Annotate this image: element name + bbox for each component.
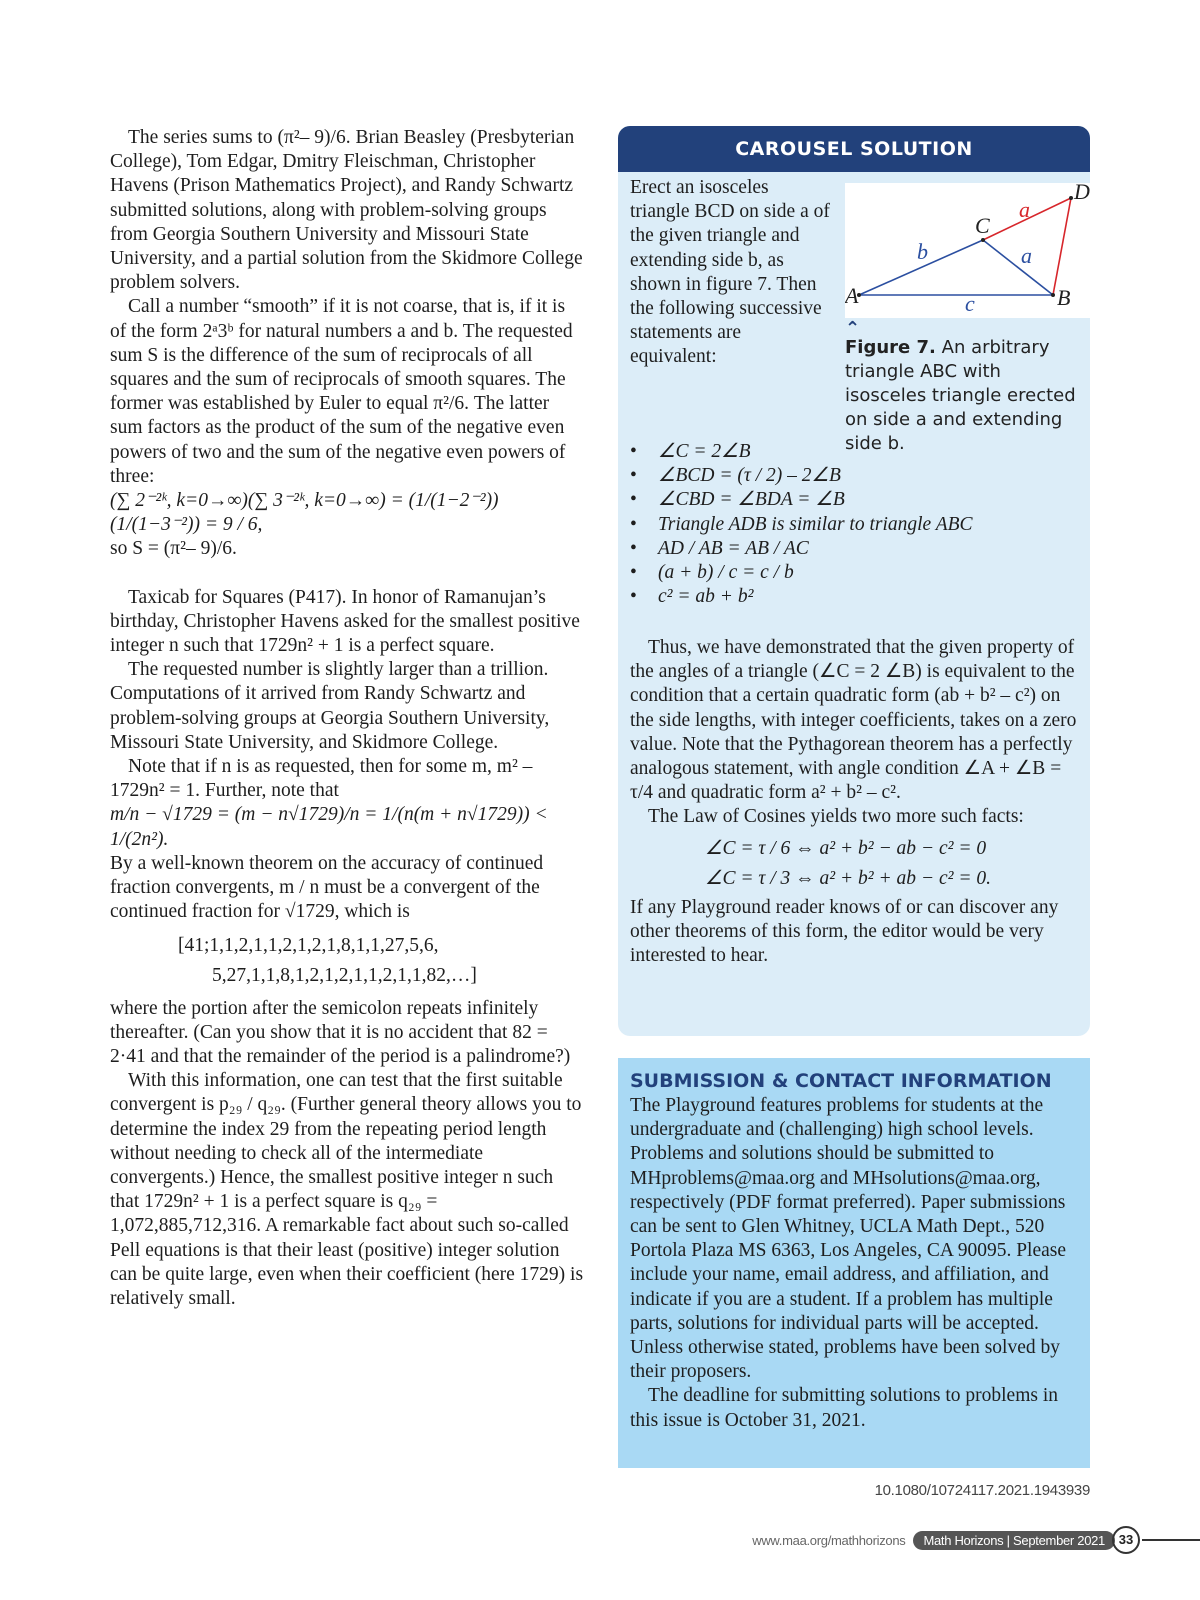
paragraph: If any Playground reader knows of or can discover any other theorems of this form, the editor would be very interested to hear. [630,896,1059,967]
caret-up-icon: ⌃ [845,318,861,339]
figure-7-triangle [845,183,1090,318]
list-item: • ∠C = 2∠B [618,440,1088,464]
paragraph-taxicab: Taxicab for Squares (P417). In honor of Ramanujan’s birthday, Christopher Havens asked for the smallest positive integer n such that 1729n² + 1 is a perfect square. [110,586,580,657]
panel-title: CAROUSEL SOLUTION [618,126,1090,172]
side-bd [1053,198,1071,295]
paragraph: The Law of Cosines yields two more such facts: [648,806,1024,828]
paragraph: Thus, we have demonstrated that the given property of the angles of a triangle (∠C = 2 ∠B) is equivalent to the condition that a certain quadratic form (ab + b² – c²) on the side lengths, with integer coefficients, takes on a zero value. Note that the Pythagorean theorem has a perfectly analogous statement, with angle condition ∠A + ∠B = τ/4 and quadratic form a² + b² – c². [630,637,1077,804]
continued-fraction-row: 5,27,1,1,8,1,2,1,2,1,1,2,1,1,82,…] [212,964,477,986]
paragraph: where the portion after the semicolon repeats infinitely thereafter. (Can you show that it is no accident that 82 = 2·41 and that the remainder of the period is a palindrome?) [110,997,571,1067]
label-c: C [975,213,990,238]
law-of-cosines-equations [630,834,1080,894]
left-column [110,126,585,1311]
paragraph-deadline: The deadline for submitting solutions to problems in this issue is October 31, 2021. [630,1385,1058,1431]
magazine-badge: Math Horizons | September 2021 [913,1531,1115,1550]
list-item: • c² = ab + b² [618,585,1088,609]
continued-fraction-row: [41;1,1,2,1,1,2,1,2,1,8,1,1,27,5,6, [178,934,439,956]
equation-inequality: m/n − √1729 = (m − n√1729)/n = 1/(n(m + n√1729)) < 1/(2n²). [110,804,548,850]
doi-text: 10.1080/10724117.2021.1943939 [874,1482,1090,1499]
paragraph: Note that if n is as requested, then for some m, m² – 1729n² = 1. Further, note that [110,756,533,802]
list-item: • AD / AB = AB / AC [618,537,1088,561]
label-a: A [845,283,859,308]
label-side-a-red: a [1019,197,1030,222]
figure-caption-label: Figure 7. [845,337,936,358]
vertex-d [1069,196,1073,200]
list-item: • (a + b) / c = c / b [618,561,1088,585]
label-d: D [1074,183,1090,204]
paragraph-intro: Erect an isosceles triangle BCD on side a of the given triangle and extending side b, as shown in figure 7. Then the following successive statements are equivalent: [630,177,830,368]
paragraph: With this information, one can test that the first suitable convergent is p₂₉ / q₂₉. (Further general theory allows you to determine the index 29 from the repeating period length without needing to check all of the intermediate convergents.) Hence, the smallest positive integer n such that 1729n² + 1 is a perfect square is q₂₉ = 1,072,885,712,316. A remarkable fact about such so-called Pell equations is that their least (positive) integer solution can be quite large, even when their coefficient (here 1729) is relatively small. [110,1070,584,1309]
side-a [983,240,1053,295]
vertex-c [981,238,985,242]
submission-contact-box [618,1058,1090,1468]
equation: ∠C = τ / 6 ⇔ a² + b² − ab − c² = 0 [705,837,987,859]
carousel-conclusion [630,636,1080,968]
label-side-a-blue: a [1021,243,1032,268]
list-item: • ∠BCD = (τ / 2) – 2∠B [618,464,1088,488]
list-item: • Triangle ADB is similar to triangle ABC [618,513,1088,537]
paragraph: The Playground features problems for students at the undergraduate and (challenging) high school levels. Problems and solutions should be submitted to MHproblems@maa.org and MHsolutions@maa.org, respectively (PDF format preferred). Paper submissions can be sent to Glen Whitney, UCLA Math Dept., 520 Portola Plaza MS 6363, Los Angeles, CA 90095. Please include your name, email address, and affiliation, and indicate if you are a student. If a problem has multiple parts, solutions for individual parts will be accepted. Unless otherwise stated, problems have been solved by their proposers. [630,1095,1067,1383]
continued-fraction [110,931,585,991]
paragraph: Call a number “smooth” if it is not coarse, that is, if it is of the form 2ᵃ3ᵇ for natural numbers a and b. The requested sum S is the difference of the sum of reciprocals of all squares and the sum of reciprocals of smooth squares. The former was established by Euler to equal π²/6. The latter sum factors as the product of the sum of the negative even powers of two and the sum of the negative even powers of three: [110,296,573,487]
paragraph: By a well-known theorem on the accuracy of continued fraction convergents, m / n must be a convergent of the continued fraction for √1729, which is [110,852,544,923]
vertex-b [1051,293,1055,297]
figure-caption [845,336,1080,456]
page-footer [752,1528,1115,1552]
paragraph: The requested number is slightly larger than a trillion. Computations of it arrived from Randy Schwartz and problem-solving groups at Georgia Southern University, Missouri State University, and Skidmore College. [110,659,550,753]
paragraph: The series sums to (π²– 9)/6. Brian Beasley (Presbyterian College), Tom Edgar, Dmitry Fleischman, Christopher Havens (Prison Mathematics Project), and Randy Schwartz submitted solutions, along with problem-solving groups from Georgia Southern University and Missouri State University, and a partial solution from the Skidmore College problem solvers. [110,127,583,294]
footer-url[interactable]: www.maa.org/mathhorizons [752,1532,906,1548]
submission-title: SUBMISSION & CONTACT INFORMATION [630,1070,1052,1092]
label-side-c: c [965,291,975,316]
paragraph: so S = (π²– 9)/6. [110,538,237,560]
figure-caption-text: An arbitrary triangle ABC with isosceles triangle erected on side a and extending side b. [845,337,1076,454]
page-number: 33 [1112,1526,1140,1554]
equation-series: (∑ 2⁻²ᵏ, k=0→∞)(∑ 3⁻²ᵏ, k=0→∞) = (1/(1−2⁻²))(1/(1−3⁻²)) = 9 / 6, [110,490,499,536]
label-b: B [1057,285,1071,310]
equation: ∠C = τ / 3 ⇔ a² + b² + ab − c² = 0. [705,867,991,889]
list-item: • ∠CBD = ∠BDA = ∠B [618,488,1088,512]
footer-rule [1142,1539,1200,1541]
label-side-b: b [917,239,928,264]
equivalent-statements-list [618,440,1088,609]
